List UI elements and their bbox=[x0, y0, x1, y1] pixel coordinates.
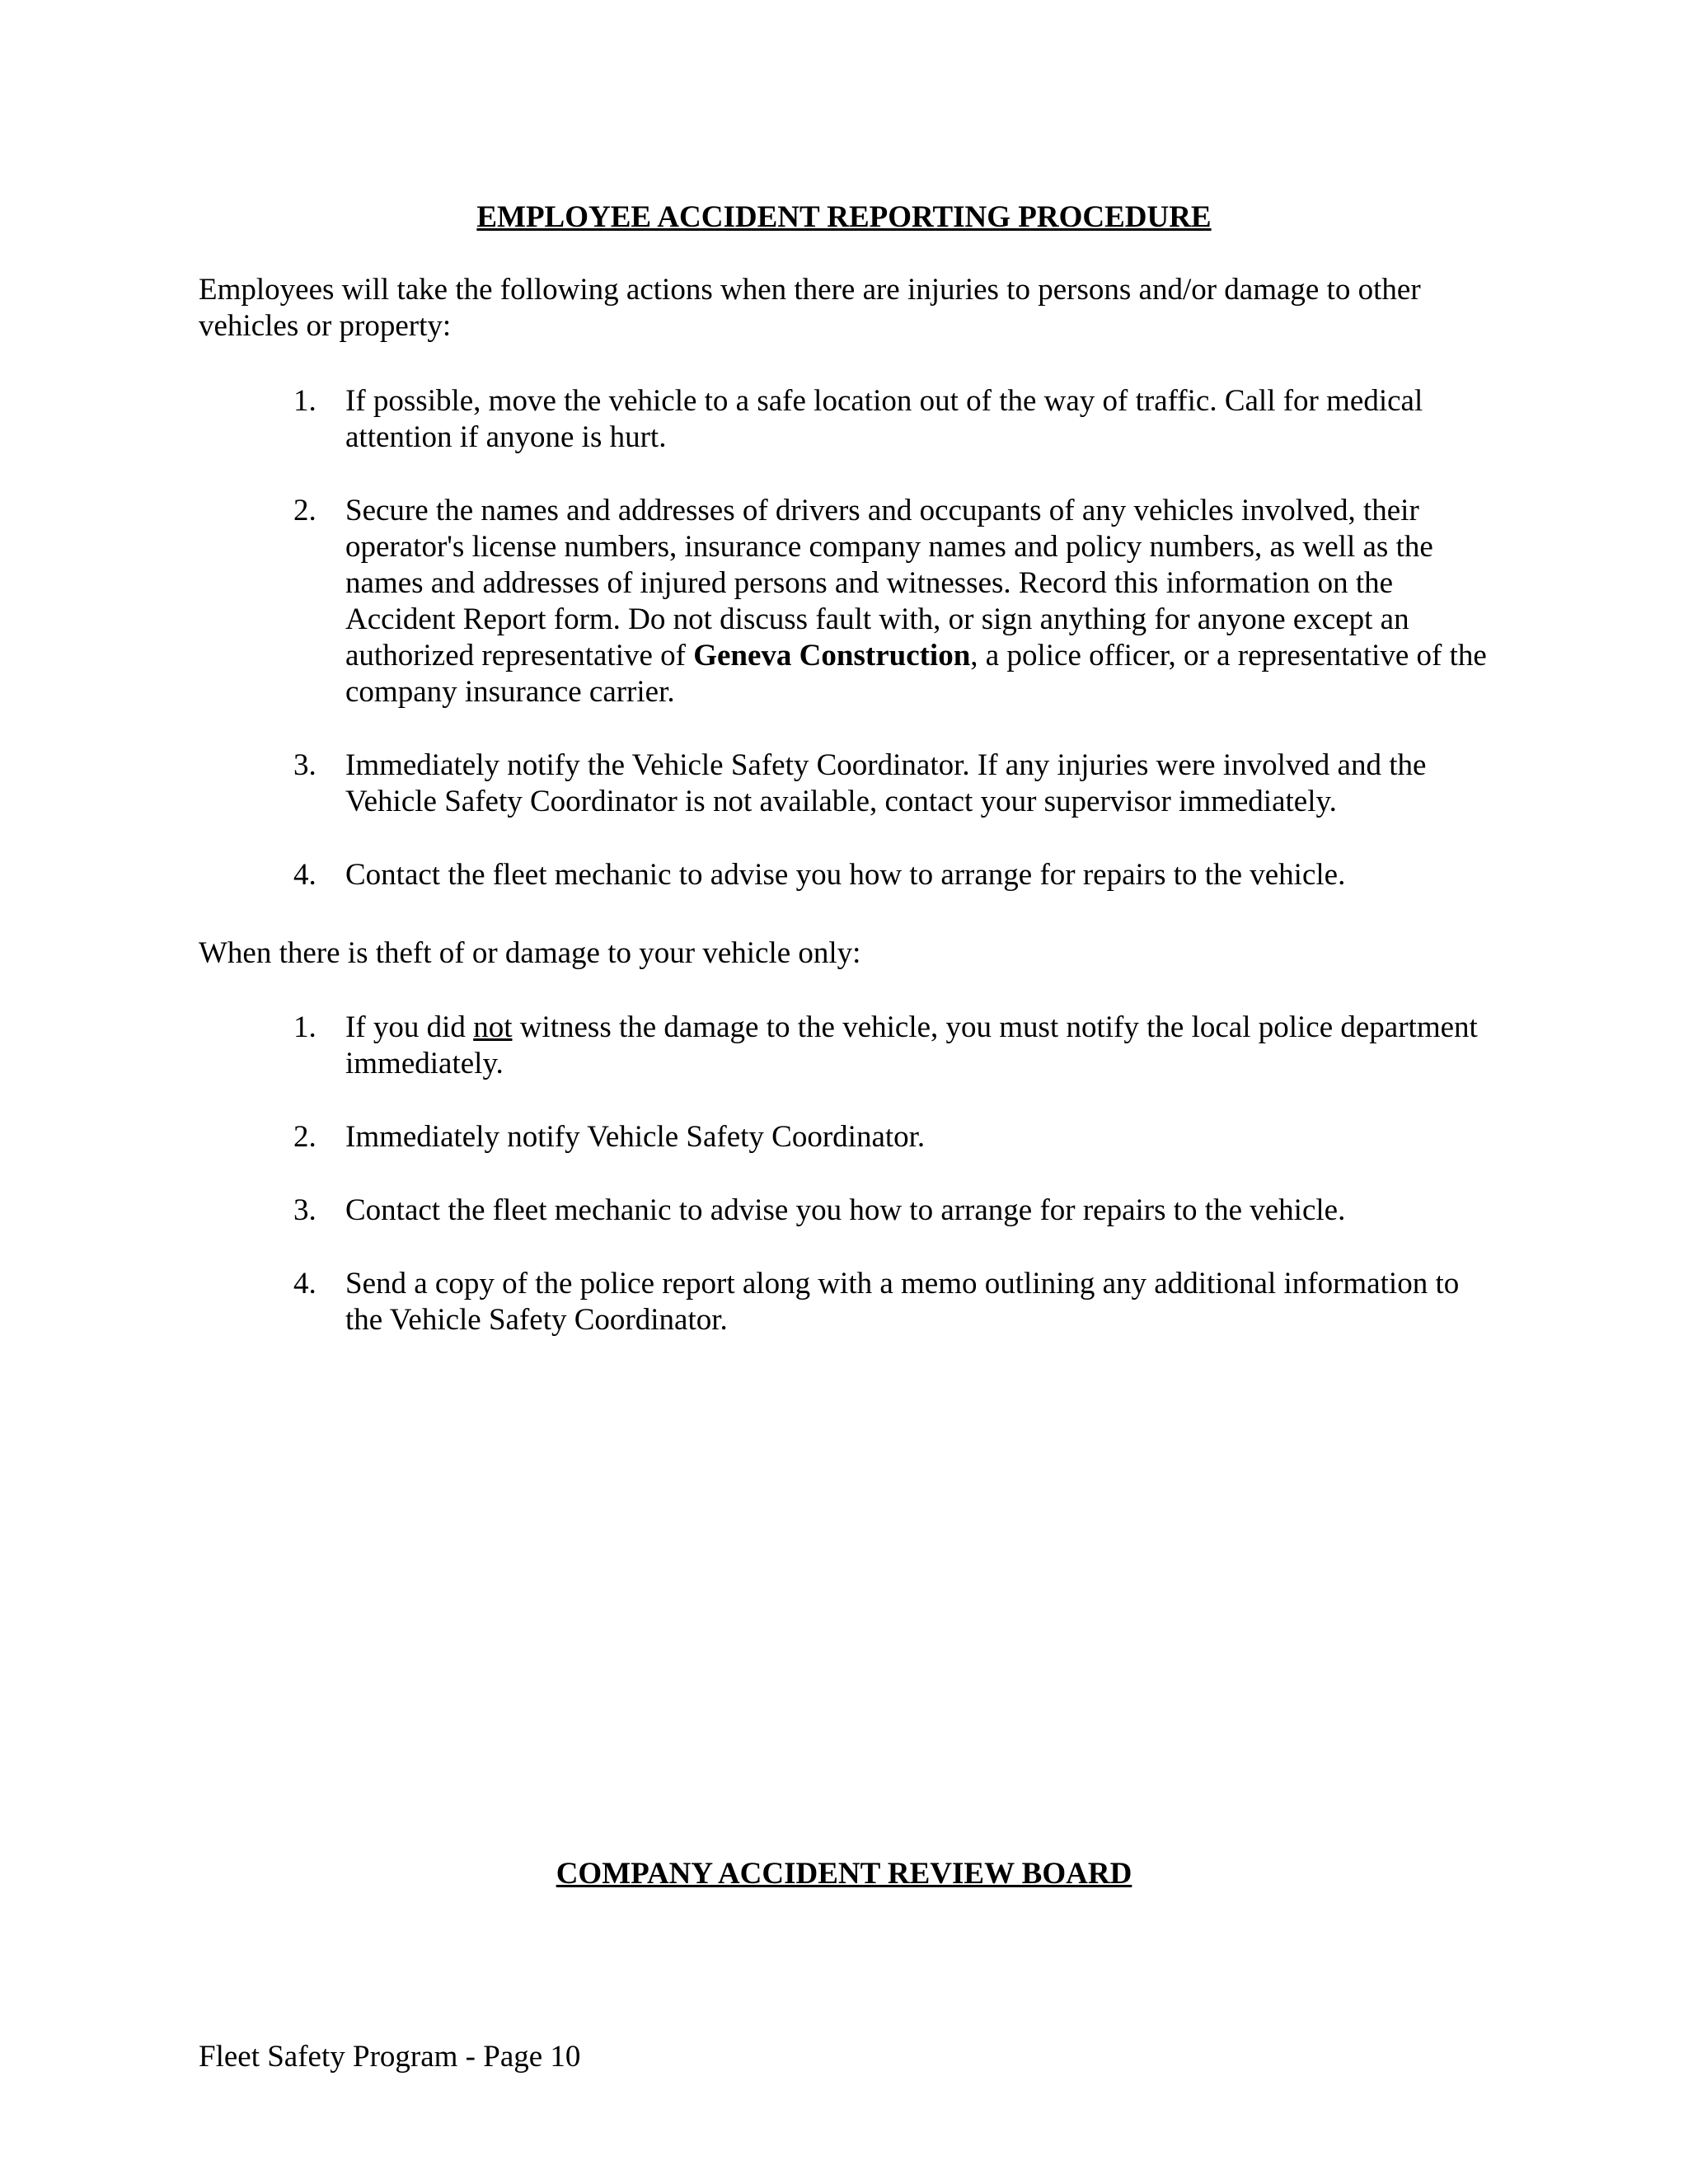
intro-paragraph-injuries: Employees will take the following actions when there are injuries to persons and/or damage to other vehicles or property: bbox=[199, 273, 1421, 343]
list-item bbox=[293, 493, 1497, 710]
list-item-text: Contact the fleet mechanic to advise you how to arrange for repairs to the vehicle. bbox=[345, 858, 1346, 892]
list-item-text: Secure the names and addresses of drivers and occupants of any vehicles involved, their operator's license numbers, insurance company names and policy numbers, as well as the names and addresses of injured persons and witnesses. Record this information on the Accident Report form. Do not discuss fault with, or sign anything for anyone except an authorized representative of bbox=[345, 494, 1433, 673]
list-item bbox=[293, 1119, 1497, 1155]
list-item-number: 1. bbox=[293, 1010, 316, 1044]
theft-procedure-list bbox=[293, 1010, 1497, 1376]
list-item-text: If you did bbox=[345, 1010, 474, 1044]
list-item bbox=[293, 1193, 1497, 1229]
list-item bbox=[293, 748, 1497, 820]
list-item-text-continued: , a police officer, or a representative of the company insurance carrier. bbox=[345, 639, 1487, 709]
list-item-text: If possible, move the vehicle to a safe location out of the way of traffic. Call for medical attention if anyone is hurt. bbox=[345, 384, 1423, 454]
section-heading-review-board: COMPANY ACCIDENT REVIEW BOARD bbox=[556, 1857, 1132, 1891]
page-footer: Fleet Safety Program - Page 10 bbox=[199, 2040, 581, 2074]
section-heading-accident-reporting: EMPLOYEE ACCIDENT REPORTING PROCEDURE bbox=[476, 200, 1212, 234]
list-item bbox=[293, 1266, 1497, 1338]
list-item bbox=[293, 1010, 1497, 1082]
list-item-text: Immediately notify Vehicle Safety Coordinator. bbox=[345, 1120, 926, 1154]
list-item-number: 2. bbox=[293, 1120, 316, 1154]
list-item-number: 2. bbox=[293, 494, 316, 527]
list-item bbox=[293, 857, 1497, 893]
list-item-text: Contact the fleet mechanic to advise you how to arrange for repairs to the vehicle. bbox=[345, 1193, 1346, 1227]
list-item-text-continued: witness the damage to the vehicle, you must notify the local police department immediately. bbox=[345, 1010, 1478, 1080]
list-item-number: 3. bbox=[293, 748, 316, 782]
emphasis-not: not bbox=[473, 1010, 513, 1044]
list-item-text: Send a copy of the police report along with a memo outlining any additional information to the Vehicle Safety Coordinator. bbox=[345, 1267, 1460, 1337]
intro-paragraph-theft: When there is theft of or damage to your vehicle only: bbox=[199, 936, 861, 970]
list-item-number: 4. bbox=[293, 1267, 316, 1301]
list-item-number: 1. bbox=[293, 384, 316, 418]
company-name: Geneva Construction bbox=[693, 639, 971, 673]
list-item-number: 4. bbox=[293, 858, 316, 892]
injury-procedure-list bbox=[293, 383, 1497, 930]
list-item bbox=[293, 383, 1497, 456]
list-item-text: Immediately notify the Vehicle Safety Coordinator. If any injuries were involved and the Vehicle Safety Coordinator is not available, contact your supervisor immediately. bbox=[345, 748, 1427, 818]
list-item-number: 3. bbox=[293, 1193, 316, 1227]
